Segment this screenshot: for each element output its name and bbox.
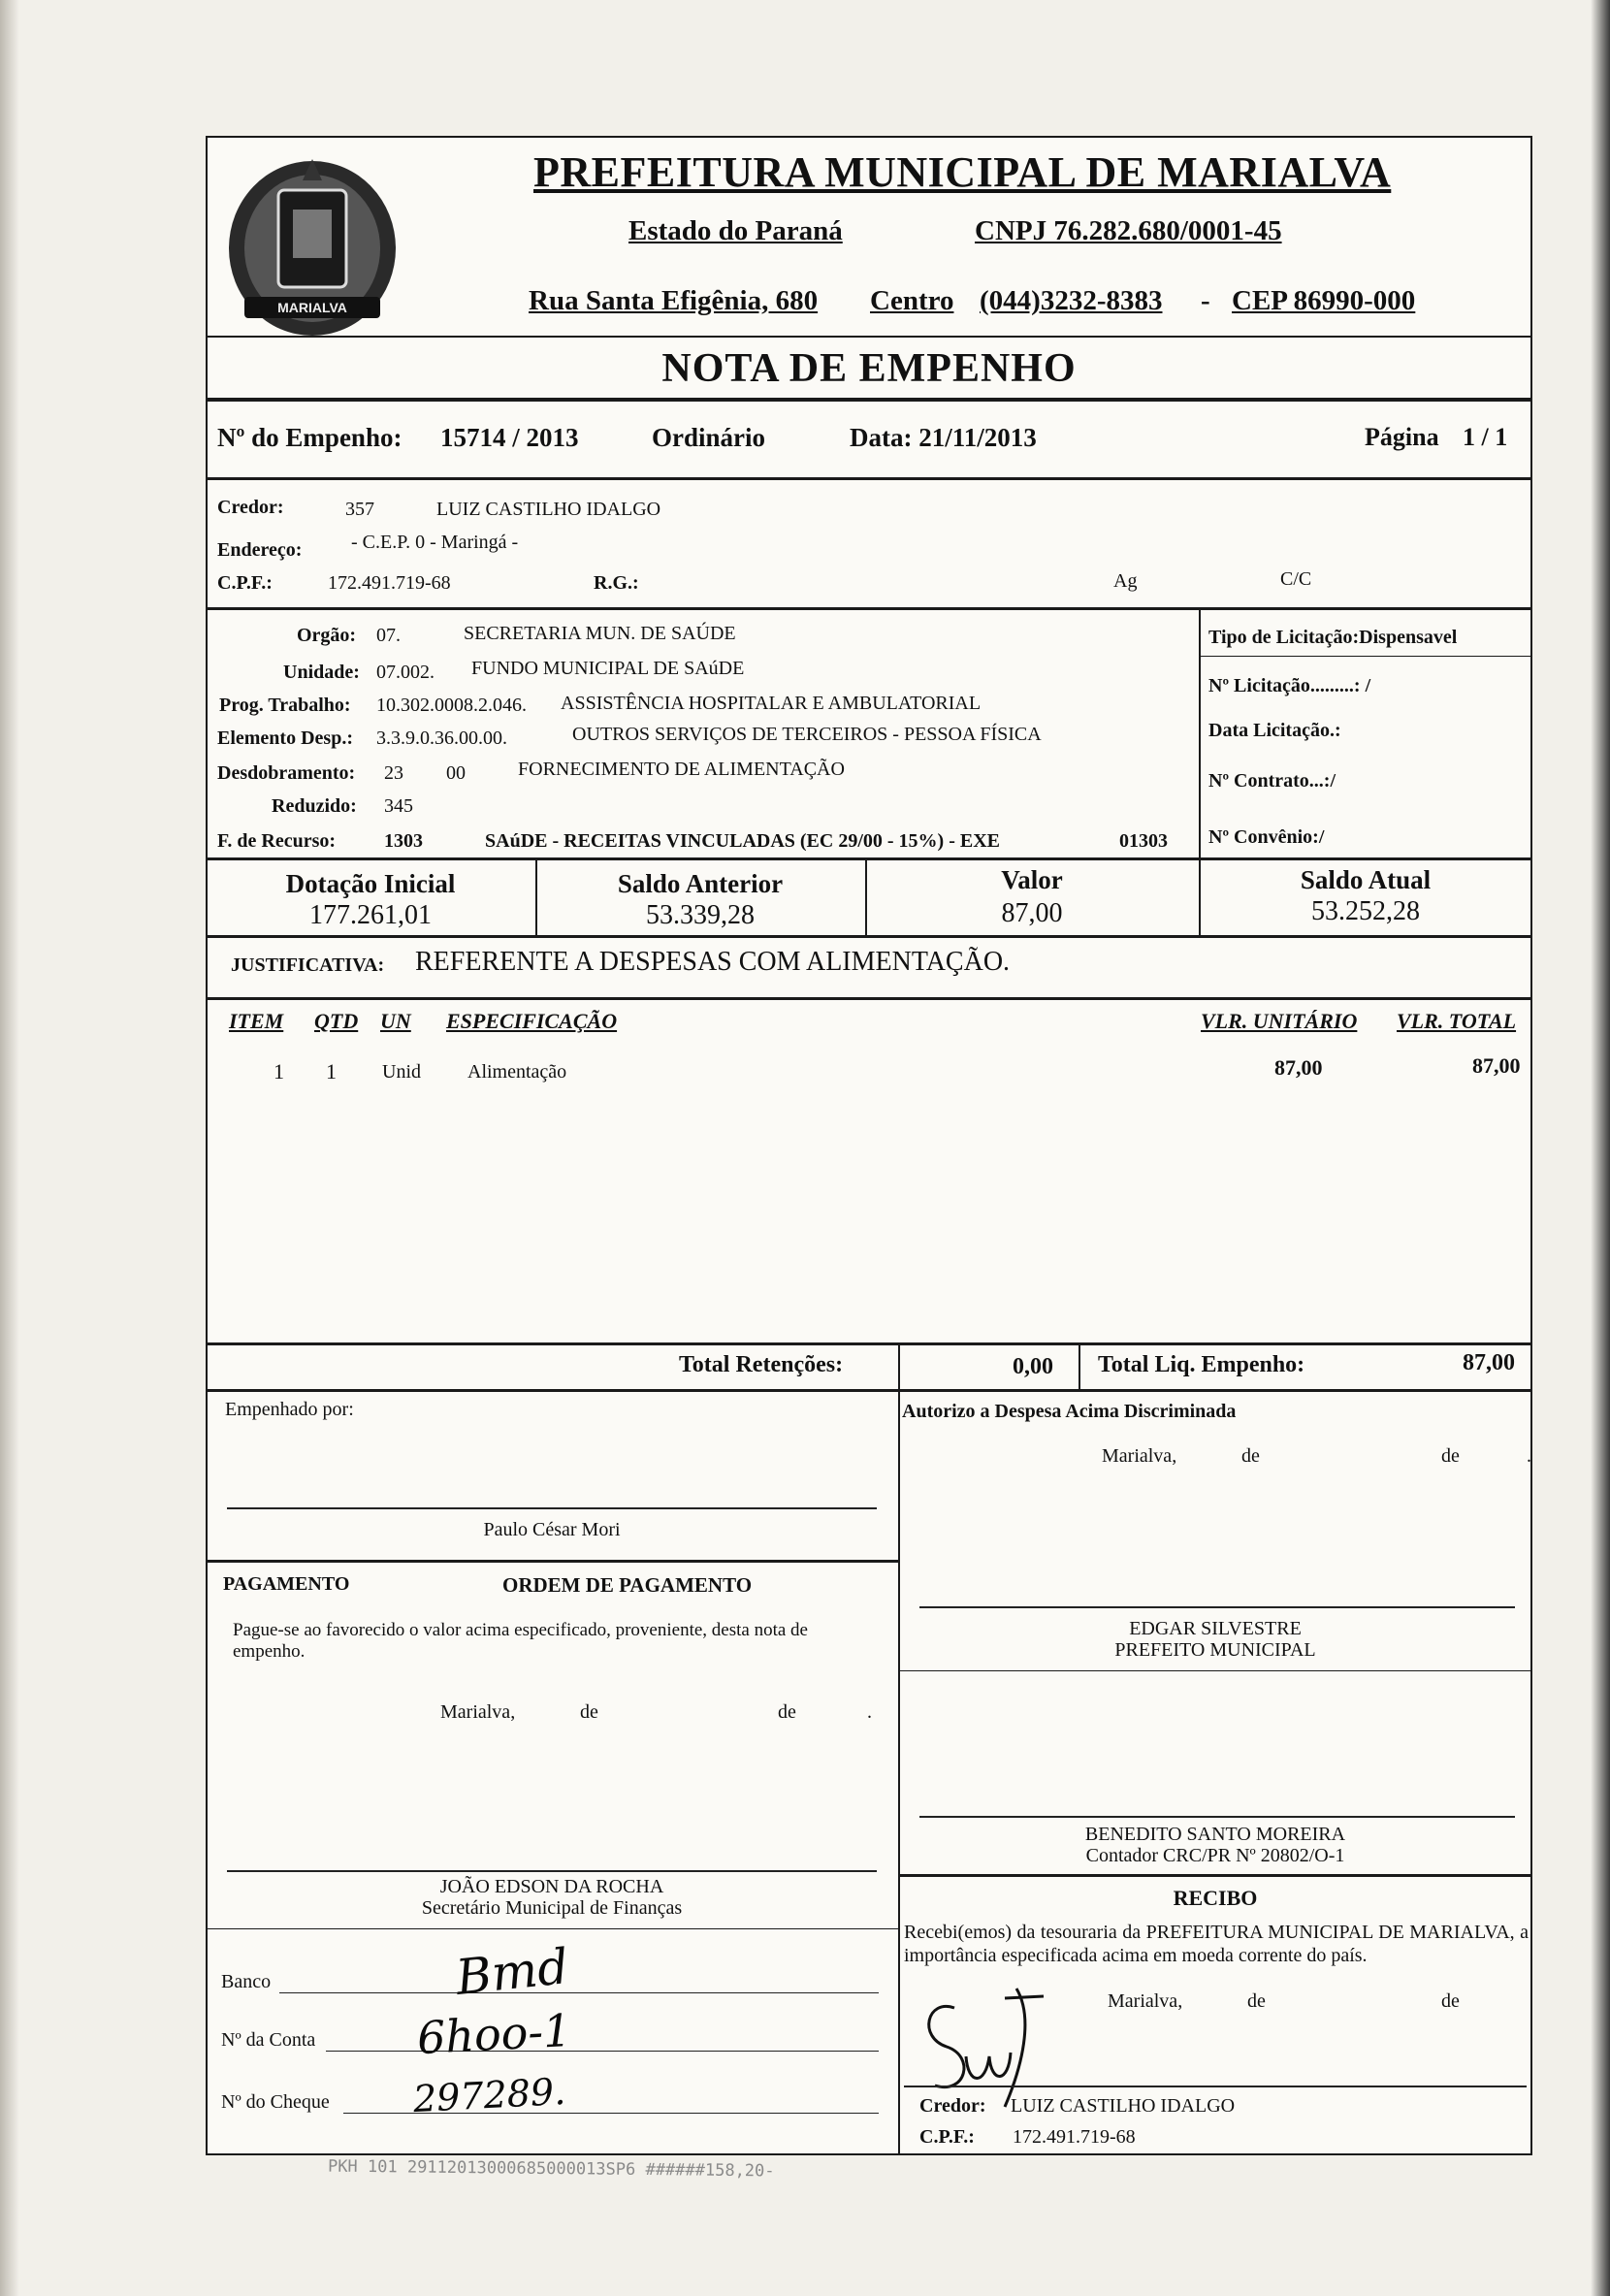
prog-code: 10.302.0008.2.046.	[376, 695, 527, 716]
empenho-date: Data: 21/11/2013	[850, 423, 1037, 452]
qtd-header: QTD	[314, 1009, 359, 1033]
recibo-cpf: 172.491.719-68	[1013, 2126, 1136, 2148]
unidade-name: FUNDO MUNICIPAL DE SAúDE	[471, 658, 745, 679]
saldo-atual-label: Saldo Atual	[1300, 865, 1432, 894]
scan-edge-left	[0, 0, 19, 2296]
prog-name: ASSISTÊNCIA HOSPITALAR E AMBULATORIAL	[561, 693, 982, 714]
desdobramento-label: Desdobramento:	[217, 762, 356, 784]
state-name: Estado do Paraná	[628, 215, 843, 246]
prefeito-title: PREFEITO MUNICIPAL	[1114, 1639, 1316, 1661]
autorizo-dot: .	[1527, 1445, 1531, 1467]
credor-label: Credor:	[217, 497, 284, 518]
ordem-pagamento-label: ORDEM DE PAGAMENTO	[502, 1573, 753, 1597]
un-header: UN	[380, 1009, 411, 1033]
signature-line	[904, 2086, 1527, 2087]
divider	[206, 336, 1532, 338]
cc-label: C/C	[1280, 568, 1312, 590]
empenhado-name: Paulo César Mori	[483, 1519, 621, 1540]
liq-empenho-label: Total Liq. Empenho:	[1098, 1352, 1305, 1377]
autorizo-label: Autorizo a Despesa Acima Discriminada	[902, 1401, 1237, 1422]
divider	[206, 935, 1532, 938]
pagamento-text: Pague-se ao favorecido o valor acima especificado, proveniente, desta nota de empenho.	[233, 1620, 808, 1662]
page-number: 1 / 1	[1463, 423, 1508, 451]
tipo-licitacao: Tipo de Licitação:Dispensavel	[1208, 627, 1458, 648]
contador-title: Contador CRC/PR Nº 20802/O-1	[1085, 1845, 1345, 1866]
conta-line	[326, 2051, 879, 2052]
address-district: Centro	[870, 285, 954, 316]
saldo-atual-value: 53.252,28	[1311, 896, 1420, 926]
banco-handwritten: Bmd	[453, 1938, 571, 2006]
banco-line	[279, 1992, 879, 1993]
saldo-anterior-label: Saldo Anterior	[617, 869, 784, 898]
table-row-unit: 87,00	[1274, 1055, 1323, 1080]
pagamento-label: PAGAMENTO	[223, 1573, 350, 1595]
item-header: ITEM	[229, 1009, 284, 1033]
cheque-handwritten: 297289.	[411, 2069, 567, 2121]
signature-line	[919, 1606, 1515, 1608]
dotacao-value: 177.261,01	[309, 900, 432, 930]
recibo-city: Marialva,	[1108, 1990, 1183, 2012]
autorizo-de-2: de	[1441, 1445, 1460, 1467]
elemento-name: OUTROS SERVIÇOS DE TERCEIROS - PESSOA FÍSICA	[572, 724, 1042, 745]
signature-line	[227, 1507, 877, 1509]
empenho-type: Ordinário	[652, 423, 766, 452]
recipient-signature	[908, 1979, 1053, 2115]
crest-logo	[225, 151, 400, 341]
table-row-spec: Alimentação	[467, 1061, 567, 1083]
total-price-header: VLR. TOTAL	[1397, 1009, 1517, 1033]
recibo-de-1: de	[1247, 1990, 1266, 2012]
rg-label: R.G.:	[594, 572, 639, 594]
justificativa-label: JUSTIFICATIVA:	[231, 954, 385, 976]
orgao-code: 07.	[376, 625, 401, 646]
secretario-title: Secretário Municipal de Finanças	[421, 1897, 683, 1919]
recibo-de-2: de	[1441, 1990, 1460, 2012]
numero-contrato: Nº Contrato...:/	[1208, 770, 1336, 792]
unidade-code: 07.002.	[376, 662, 435, 683]
desdobramento-name: FORNECIMENTO DE ALIMENTAÇÃO	[518, 759, 845, 780]
numero-convenio: Nº Convênio:/	[1208, 826, 1325, 848]
divider	[206, 857, 1532, 860]
empenho-number: 15714 / 2013	[440, 423, 579, 452]
divider	[898, 1670, 1532, 1671]
recibo-cpf-label: C.P.F.:	[919, 2126, 975, 2148]
retencoes-value: 0,00	[1013, 1354, 1053, 1379]
contador-name: BENEDITO SANTO MOREIRA	[1084, 1824, 1346, 1845]
divider	[1199, 607, 1201, 859]
divider	[206, 997, 1532, 1000]
prog-label: Prog. Trabalho:	[219, 695, 351, 716]
pagamento-de-1: de	[580, 1701, 598, 1723]
spec-header: ESPECIFICAÇÃO	[446, 1009, 618, 1033]
desdobramento-sub: 00	[446, 762, 466, 784]
reduzido-value: 345	[384, 795, 413, 817]
table-row-item: 1	[274, 1059, 284, 1083]
prefeito-name: EDGAR SILVESTRE	[1129, 1618, 1302, 1639]
elemento-code: 3.3.9.0.36.00.00.	[376, 728, 507, 749]
recurso-label: F. de Recurso:	[217, 830, 337, 852]
recibo-text: Recebi(emos) da tesouraria da PREFEITURA MUNICIPAL DE MARIALVA, a importância especificada acima em moeda corrente do país.	[904, 1922, 1529, 1966]
cpf-label: C.P.F.:	[217, 572, 273, 594]
table-row-qtd: 1	[326, 1059, 337, 1083]
svg-text:MARIALVA: MARIALVA	[277, 300, 347, 315]
saldo-anterior-value: 53.339,28	[646, 900, 755, 930]
divider	[206, 607, 1532, 610]
cep: CEP 86990-000	[1232, 285, 1416, 316]
credor-address: - C.E.P. 0 - Maringá -	[351, 532, 519, 553]
pagamento-dot: .	[867, 1701, 872, 1723]
recibo-credor-label: Credor:	[919, 2095, 986, 2117]
page-label: Página	[1365, 423, 1439, 451]
table-row-un: Unid	[382, 1061, 421, 1083]
liq-empenho-value: 87,00	[1463, 1350, 1515, 1375]
conta-handwritten: 6hoo-1	[415, 2003, 573, 2065]
banco-label: Banco	[221, 1971, 272, 1992]
valor-label: Valor	[1001, 865, 1063, 894]
recurso-code-2: 01303	[1119, 830, 1168, 852]
conta-label: Nº da Conta	[221, 2029, 316, 2051]
dotacao-label: Dotação Inicial	[285, 869, 456, 898]
credor-code: 357	[345, 499, 374, 520]
secretario-name: JOÃO EDSON DA ROCHA	[439, 1876, 664, 1897]
data-licitacao: Data Licitação.:	[1208, 720, 1341, 741]
footer-code: PKH 101 29112013000685000013SP6 ######158,20-	[327, 2156, 775, 2182]
address-street: Rua Santa Efigênia, 680	[529, 285, 819, 316]
credor-cpf: 172.491.719-68	[328, 572, 451, 594]
divider	[898, 1342, 900, 1389]
recibo-title: RECIBO	[1173, 1886, 1258, 1910]
justificativa-text: REFERENTE A DESPESAS COM ALIMENTAÇÃO.	[415, 947, 1011, 977]
empenho-number-label: Nº do Empenho:	[217, 423, 402, 452]
signature-line	[227, 1870, 877, 1872]
divider	[206, 477, 1532, 480]
divider	[898, 1389, 900, 2155]
autorizo-de-1: de	[1241, 1445, 1260, 1467]
recurso-code: 1303	[384, 830, 423, 852]
table-row-total: 87,00	[1472, 1053, 1521, 1078]
address-label: Endereço:	[217, 539, 303, 561]
document-title: NOTA DE EMPENHO	[661, 346, 1077, 391]
numero-licitacao: Nº Licitação.........: /	[1208, 675, 1371, 696]
orgao-label: Orgão:	[297, 625, 357, 646]
divider	[206, 1560, 898, 1563]
city-hall-title: PREFEITURA MUNICIPAL DE MARIALVA	[533, 148, 1392, 196]
phone: (044)3232-8383	[980, 285, 1163, 316]
divider	[898, 1874, 1532, 1877]
valor-value: 87,00	[1001, 898, 1063, 928]
divider	[206, 1389, 1532, 1392]
credor-name: LUIZ CASTILHO IDALGO	[436, 499, 661, 520]
divider	[206, 1342, 1532, 1345]
empenhado-label: Empenhado por:	[225, 1399, 354, 1420]
cheque-label: Nº do Cheque	[221, 2091, 330, 2113]
recurso-name: SAúDE - RECEITAS VINCULADAS (EC 29/00 - 15%) - EXE	[485, 830, 1000, 852]
divider	[1199, 656, 1532, 657]
pagamento-de-2: de	[778, 1701, 796, 1723]
cep-separator: -	[1201, 285, 1210, 316]
cnpj: CNPJ 76.282.680/0001-45	[975, 215, 1282, 246]
divider	[1079, 1342, 1080, 1389]
pagamento-city: Marialva,	[440, 1701, 516, 1723]
autorizo-city: Marialva,	[1102, 1445, 1177, 1467]
retencoes-label: Total Retenções:	[679, 1352, 844, 1377]
signature-line	[919, 1816, 1515, 1818]
reduzido-label: Reduzido:	[272, 795, 357, 817]
divider	[206, 1928, 898, 1929]
orgao-name: SECRETARIA MUN. DE SAÚDE	[464, 623, 736, 644]
recibo-credor-name: LUIZ CASTILHO IDALGO	[1011, 2095, 1236, 2117]
ag-label: Ag	[1113, 570, 1138, 592]
unidade-label: Unidade:	[283, 662, 360, 683]
divider	[206, 398, 1532, 402]
unit-price-header: VLR. UNITÁRIO	[1201, 1009, 1358, 1033]
scan-edge-right	[1591, 0, 1610, 2296]
desdobramento-code: 23	[384, 762, 403, 784]
elemento-label: Elemento Desp.:	[217, 728, 353, 749]
